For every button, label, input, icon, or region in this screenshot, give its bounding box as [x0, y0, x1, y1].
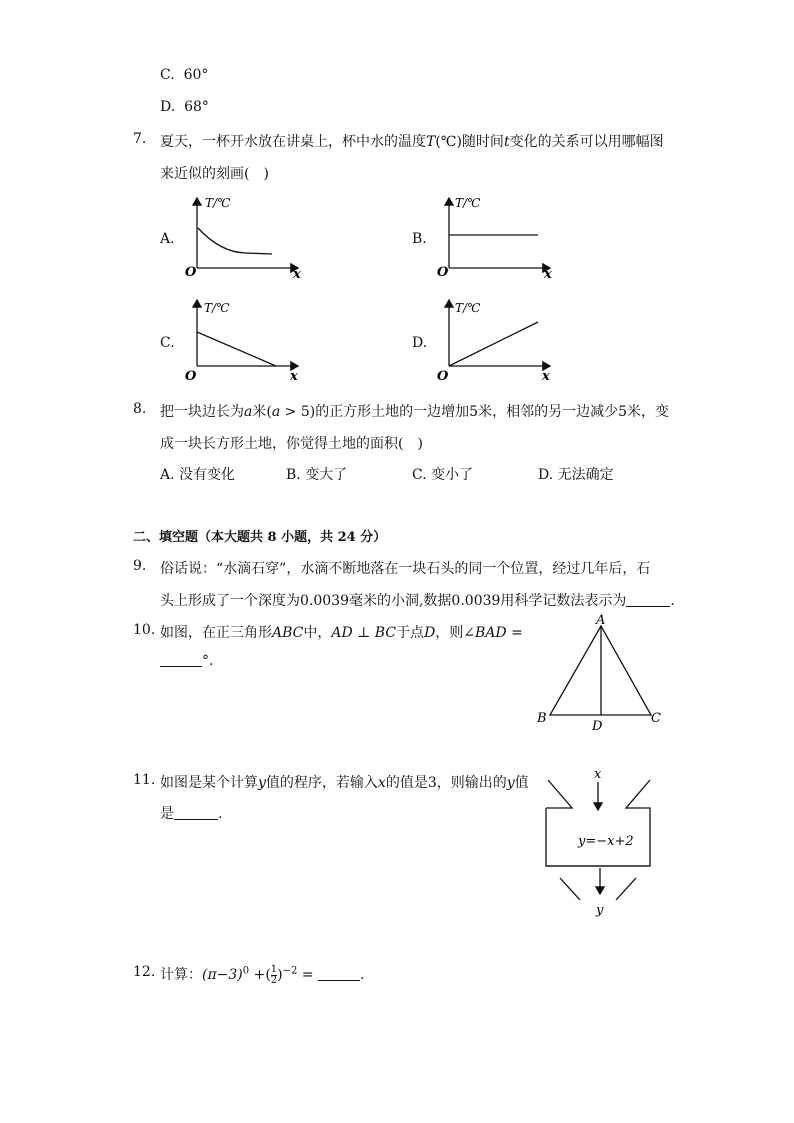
q9-stem-line1: 俗话说：“水滴石穿”，水滴不断地落在一块石头的同一个位置，经过几年后，石: [160, 561, 651, 577]
q12-number: 12.: [133, 964, 156, 980]
stem-text: 头上形成了一个深度为0.0039毫米的小洞,数据0.0039用科学记数法表示为: [160, 593, 627, 609]
q11-number: 11.: [133, 772, 156, 788]
q8-option-a: [160, 464, 235, 484]
denominator: 2: [270, 974, 278, 986]
segment-bc: BC: [374, 625, 397, 641]
period: .: [218, 806, 223, 822]
var-x: x: [377, 775, 386, 791]
triangle-name: ABC: [272, 625, 304, 641]
expr-base: (π−3): [202, 967, 243, 983]
q7-option-a-letter: A.: [160, 231, 175, 247]
funnel-bottom-left: [560, 878, 580, 900]
q7-graph-d: [432, 296, 562, 388]
x-axis-label: x: [544, 267, 552, 282]
answer-blank[interactable]: [160, 652, 202, 667]
q7-option-b-letter: B.: [412, 231, 427, 247]
q7-stem-line1: [160, 131, 664, 151]
q9-number: 9.: [133, 558, 147, 574]
q7-graph-a: [180, 190, 310, 282]
point-d: D: [424, 625, 436, 641]
q11-stem-line1: [160, 772, 529, 792]
option-text: 60°: [183, 67, 209, 83]
curve-decreasing: [198, 228, 272, 254]
q7-option-d-letter: D.: [412, 335, 428, 351]
q10-stem-line2: [160, 652, 213, 669]
period: .: [670, 593, 675, 609]
numerator: 1: [270, 963, 278, 975]
q6-option-d: [160, 99, 209, 115]
option-letter: D.: [160, 99, 176, 115]
q10-number: 10.: [133, 622, 156, 638]
stem-text: 计算：: [160, 967, 202, 983]
x-axis-label: x: [290, 369, 298, 384]
segment-ad: AD: [331, 625, 353, 641]
q7-graph-b: [432, 190, 562, 282]
exponent-neg2: −2: [282, 965, 298, 977]
stem-text: 把一块边长为: [160, 404, 244, 420]
input-label: x: [594, 767, 602, 782]
line-increasing: [449, 322, 538, 366]
stem-text: 值: [514, 775, 529, 791]
q10-stem-line1: [160, 622, 523, 642]
stem-text: 于点: [396, 625, 425, 641]
var-y: y: [506, 775, 515, 791]
formula-label: y=−x+2: [578, 834, 634, 849]
q11-stem-line2: [160, 803, 222, 823]
plus-paren: +(: [249, 967, 271, 983]
q8-option-b: [286, 464, 347, 484]
origin-label: O: [185, 369, 197, 384]
angle-bad: BAD: [475, 625, 507, 641]
var-y: y: [258, 775, 266, 791]
q7-option-c-letter: C.: [160, 335, 175, 351]
x-axis-label: x: [542, 369, 550, 384]
q10-triangle-figure: [532, 612, 672, 738]
y-axis-label: T/℃: [204, 301, 230, 315]
stem-text: 值的程序，若输入: [265, 775, 378, 791]
q8-stem-line2: 成一块长方形土地，你觉得土地的面积( ): [160, 436, 423, 452]
origin-label: O: [185, 265, 197, 280]
q6-option-c: [160, 67, 208, 83]
stem-text: ，则∠: [435, 625, 476, 641]
output-label: y: [596, 903, 604, 918]
funnel-left: [546, 780, 572, 808]
vertex-b-label: B: [537, 711, 547, 726]
section-heading: 二、填空题（本大题共 8 小题，共 24 分）: [133, 530, 387, 545]
q8-option-c: [412, 464, 473, 484]
option-letter: C.: [160, 67, 175, 83]
equals: =: [506, 625, 523, 641]
period: .: [360, 967, 365, 983]
equals: =: [297, 967, 319, 983]
option-letter: D.: [538, 467, 554, 483]
option-text: 没有变化: [179, 467, 236, 483]
exponent-zero: 0: [242, 965, 250, 977]
answer-blank[interactable]: [626, 592, 670, 607]
x-axis-label: x: [293, 267, 301, 282]
funnel-bottom-right: [616, 878, 636, 900]
q7-number: 7.: [133, 131, 147, 147]
origin-label: O: [437, 369, 449, 384]
stem-text: 变化的关系可以用哪幅图: [509, 134, 664, 150]
option-text: 变小了: [431, 467, 474, 483]
y-axis-label: T/℃: [455, 196, 481, 210]
stem-text: 夏天，一杯开水放在讲桌上，杯中水的温度: [160, 134, 426, 150]
answer-blank[interactable]: [318, 966, 360, 981]
q8-number: 8.: [133, 401, 147, 417]
q8-stem-line1: [160, 401, 669, 421]
stem-text: > 5)的正方形土地的一边增加5米，相邻的另一边减少5米，变: [280, 404, 670, 420]
option-letter: B.: [286, 467, 301, 483]
option-text: 变大了: [305, 467, 348, 483]
q7-stem-line2: 来近似的刻画( ): [160, 166, 269, 182]
line-decreasing: [197, 332, 276, 366]
point-d-label: D: [592, 719, 603, 734]
close-paren: ): [277, 967, 283, 983]
origin-label: O: [437, 265, 449, 280]
vertex-c-label: C: [651, 711, 661, 726]
q12-stem: [160, 964, 364, 986]
option-text: 无法确定: [557, 467, 614, 483]
option-letter: C.: [412, 467, 427, 483]
q8-option-d: [538, 464, 614, 484]
option-text: 68°: [184, 99, 209, 115]
var-T: T: [426, 134, 436, 150]
perp-symbol: ⊥: [352, 625, 375, 641]
stem-text: 如图是某个计算: [160, 775, 258, 791]
q9-stem-line2: [160, 590, 675, 610]
var-a: a: [244, 404, 253, 420]
unit: (℃): [435, 134, 462, 150]
option-letter: A.: [160, 467, 175, 483]
stem-text: 随时间: [461, 134, 504, 150]
degree-end: °.: [202, 653, 214, 669]
answer-blank[interactable]: [174, 805, 218, 820]
stem-text: 中，: [303, 625, 332, 641]
stem-text: 的值是3，则输出的: [385, 775, 507, 791]
q7-graph-c: [180, 296, 310, 388]
y-axis-label: T/℃: [205, 196, 231, 210]
stem-text: 米(: [252, 404, 272, 420]
var-t: t: [503, 134, 510, 150]
y-axis-label: T/℃: [455, 301, 481, 315]
stem-text: 是: [160, 806, 174, 822]
q11-program-figure: [540, 766, 660, 922]
stem-text: 如图，在正三角形: [160, 625, 272, 641]
var-a: a: [271, 404, 281, 420]
vertex-a-label: A: [596, 613, 606, 628]
